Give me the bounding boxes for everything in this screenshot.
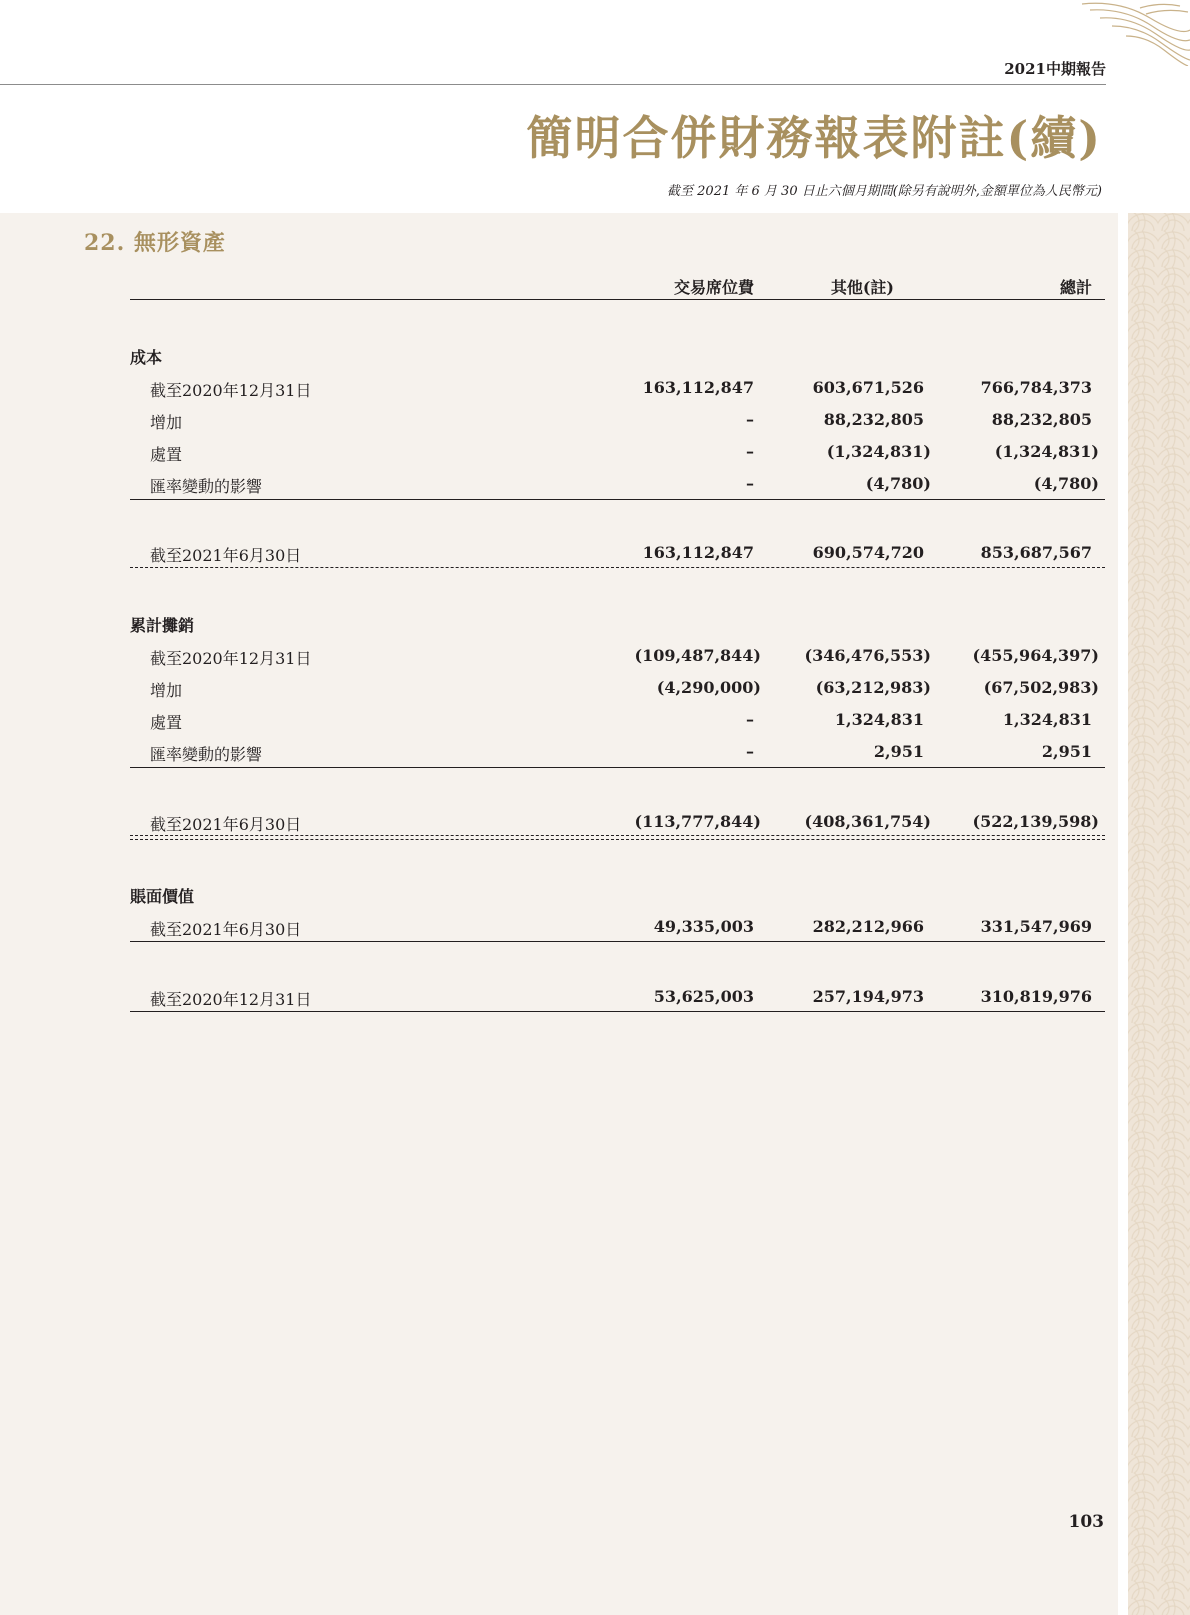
section-heading: 22. 無形資產 — [84, 230, 226, 256]
table-row-total — [0, 543, 1190, 565]
subtotal-rule — [130, 767, 1105, 768]
table-row-total — [0, 812, 1190, 834]
table-row — [0, 710, 1190, 732]
table-row — [0, 987, 1190, 1009]
cell-seat-fee: – — [746, 442, 754, 461]
cell-total: (455,964,397) — [972, 646, 1099, 665]
cell-total: 853,687,567 — [980, 543, 1092, 562]
cell-other: 2,951 — [873, 742, 924, 761]
cell-seat-fee: 49,335,003 — [653, 917, 754, 936]
total-dashed-rule — [130, 567, 1105, 568]
page-number: 103 — [1068, 1512, 1104, 1532]
table-row — [0, 442, 1190, 464]
cell-other: (1,324,831) — [826, 442, 931, 461]
row-label: 截至2020年12月31日 — [150, 990, 312, 1009]
cell-other: 690,574,720 — [812, 543, 924, 562]
cell-seat-fee: – — [746, 742, 754, 761]
cell-total: (4,780) — [1033, 474, 1099, 493]
cell-other: 1,324,831 — [834, 710, 924, 729]
cell-total: 766,784,373 — [980, 378, 1092, 397]
cell-total: (1,324,831) — [994, 442, 1099, 461]
cell-seat-fee: (4,290,000) — [656, 678, 761, 697]
table-row — [0, 917, 1190, 939]
row-label: 截至2020年12月31日 — [150, 381, 312, 400]
cell-total: (67,502,983) — [983, 678, 1099, 697]
group-title-amortisation: 累計攤銷 — [130, 616, 195, 635]
cell-seat-fee: – — [746, 710, 754, 729]
group-title-cost: 成本 — [130, 348, 163, 367]
cell-seat-fee: (109,487,844) — [634, 646, 761, 665]
column-header-seat-fee: 交易席位費 — [673, 278, 754, 297]
row-label: 匯率變動的影響 — [150, 477, 263, 496]
cell-seat-fee: (113,777,844) — [634, 812, 761, 831]
total-dashed-rule — [130, 839, 1105, 840]
row-label: 截至2021年6月30日 — [150, 546, 302, 565]
row-rule — [130, 941, 1105, 942]
cell-seat-fee: 53,625,003 — [653, 987, 754, 1006]
cell-total: 1,324,831 — [1002, 710, 1092, 729]
cell-other: (4,780) — [865, 474, 931, 493]
row-label: 處置 — [150, 713, 183, 732]
header-underline — [130, 299, 1105, 300]
cell-total: 2,951 — [1041, 742, 1092, 761]
row-rule — [130, 1011, 1105, 1012]
row-label: 增加 — [150, 681, 183, 700]
cell-seat-fee: 163,112,847 — [642, 378, 754, 397]
row-label: 截至2020年12月31日 — [150, 649, 312, 668]
report-name: 2021中期報告 — [1004, 60, 1106, 78]
row-label: 增加 — [150, 413, 183, 432]
cell-seat-fee: – — [746, 410, 754, 429]
cell-other: (346,476,553) — [804, 646, 931, 665]
cell-seat-fee: – — [746, 474, 754, 493]
cell-other: (63,212,983) — [815, 678, 931, 697]
wave-ornament-icon — [1080, 0, 1190, 66]
table-row — [0, 474, 1190, 496]
cell-seat-fee: 163,112,847 — [642, 543, 754, 562]
subtotal-rule — [130, 499, 1105, 500]
page-subtitle: 截至 2021 年 6 月 30 日止六個月期間(除另有說明外,金額單位為人民幣元) — [667, 184, 1102, 199]
cell-total: (522,139,598) — [972, 812, 1099, 831]
cell-total: 310,819,976 — [980, 987, 1092, 1006]
table-row — [0, 646, 1190, 668]
cell-total: 331,547,969 — [980, 917, 1092, 936]
table-row — [0, 410, 1190, 432]
table-row — [0, 378, 1190, 400]
cell-other: 88,232,805 — [823, 410, 924, 429]
cell-other: 257,194,973 — [812, 987, 924, 1006]
column-header-total: 總計 — [1059, 278, 1092, 297]
row-label: 截至2021年6月30日 — [150, 815, 302, 834]
table-row — [0, 742, 1190, 764]
row-label: 截至2021年6月30日 — [150, 920, 302, 939]
cell-other: 282,212,966 — [812, 917, 924, 936]
cell-total: 88,232,805 — [991, 410, 1092, 429]
row-label: 處置 — [150, 445, 183, 464]
row-label: 匯率變動的影響 — [150, 745, 263, 764]
column-header-other: 其他(註) — [830, 278, 894, 297]
page-title: 簡明合併財務報表附註(續) — [526, 111, 1102, 165]
table-row — [0, 678, 1190, 700]
total-dashed-rule — [130, 835, 1105, 836]
group-title-carrying-amount: 賬面價值 — [130, 887, 195, 906]
header-divider — [0, 84, 1106, 85]
cell-other: 603,671,526 — [812, 378, 924, 397]
cell-other: (408,361,754) — [804, 812, 931, 831]
